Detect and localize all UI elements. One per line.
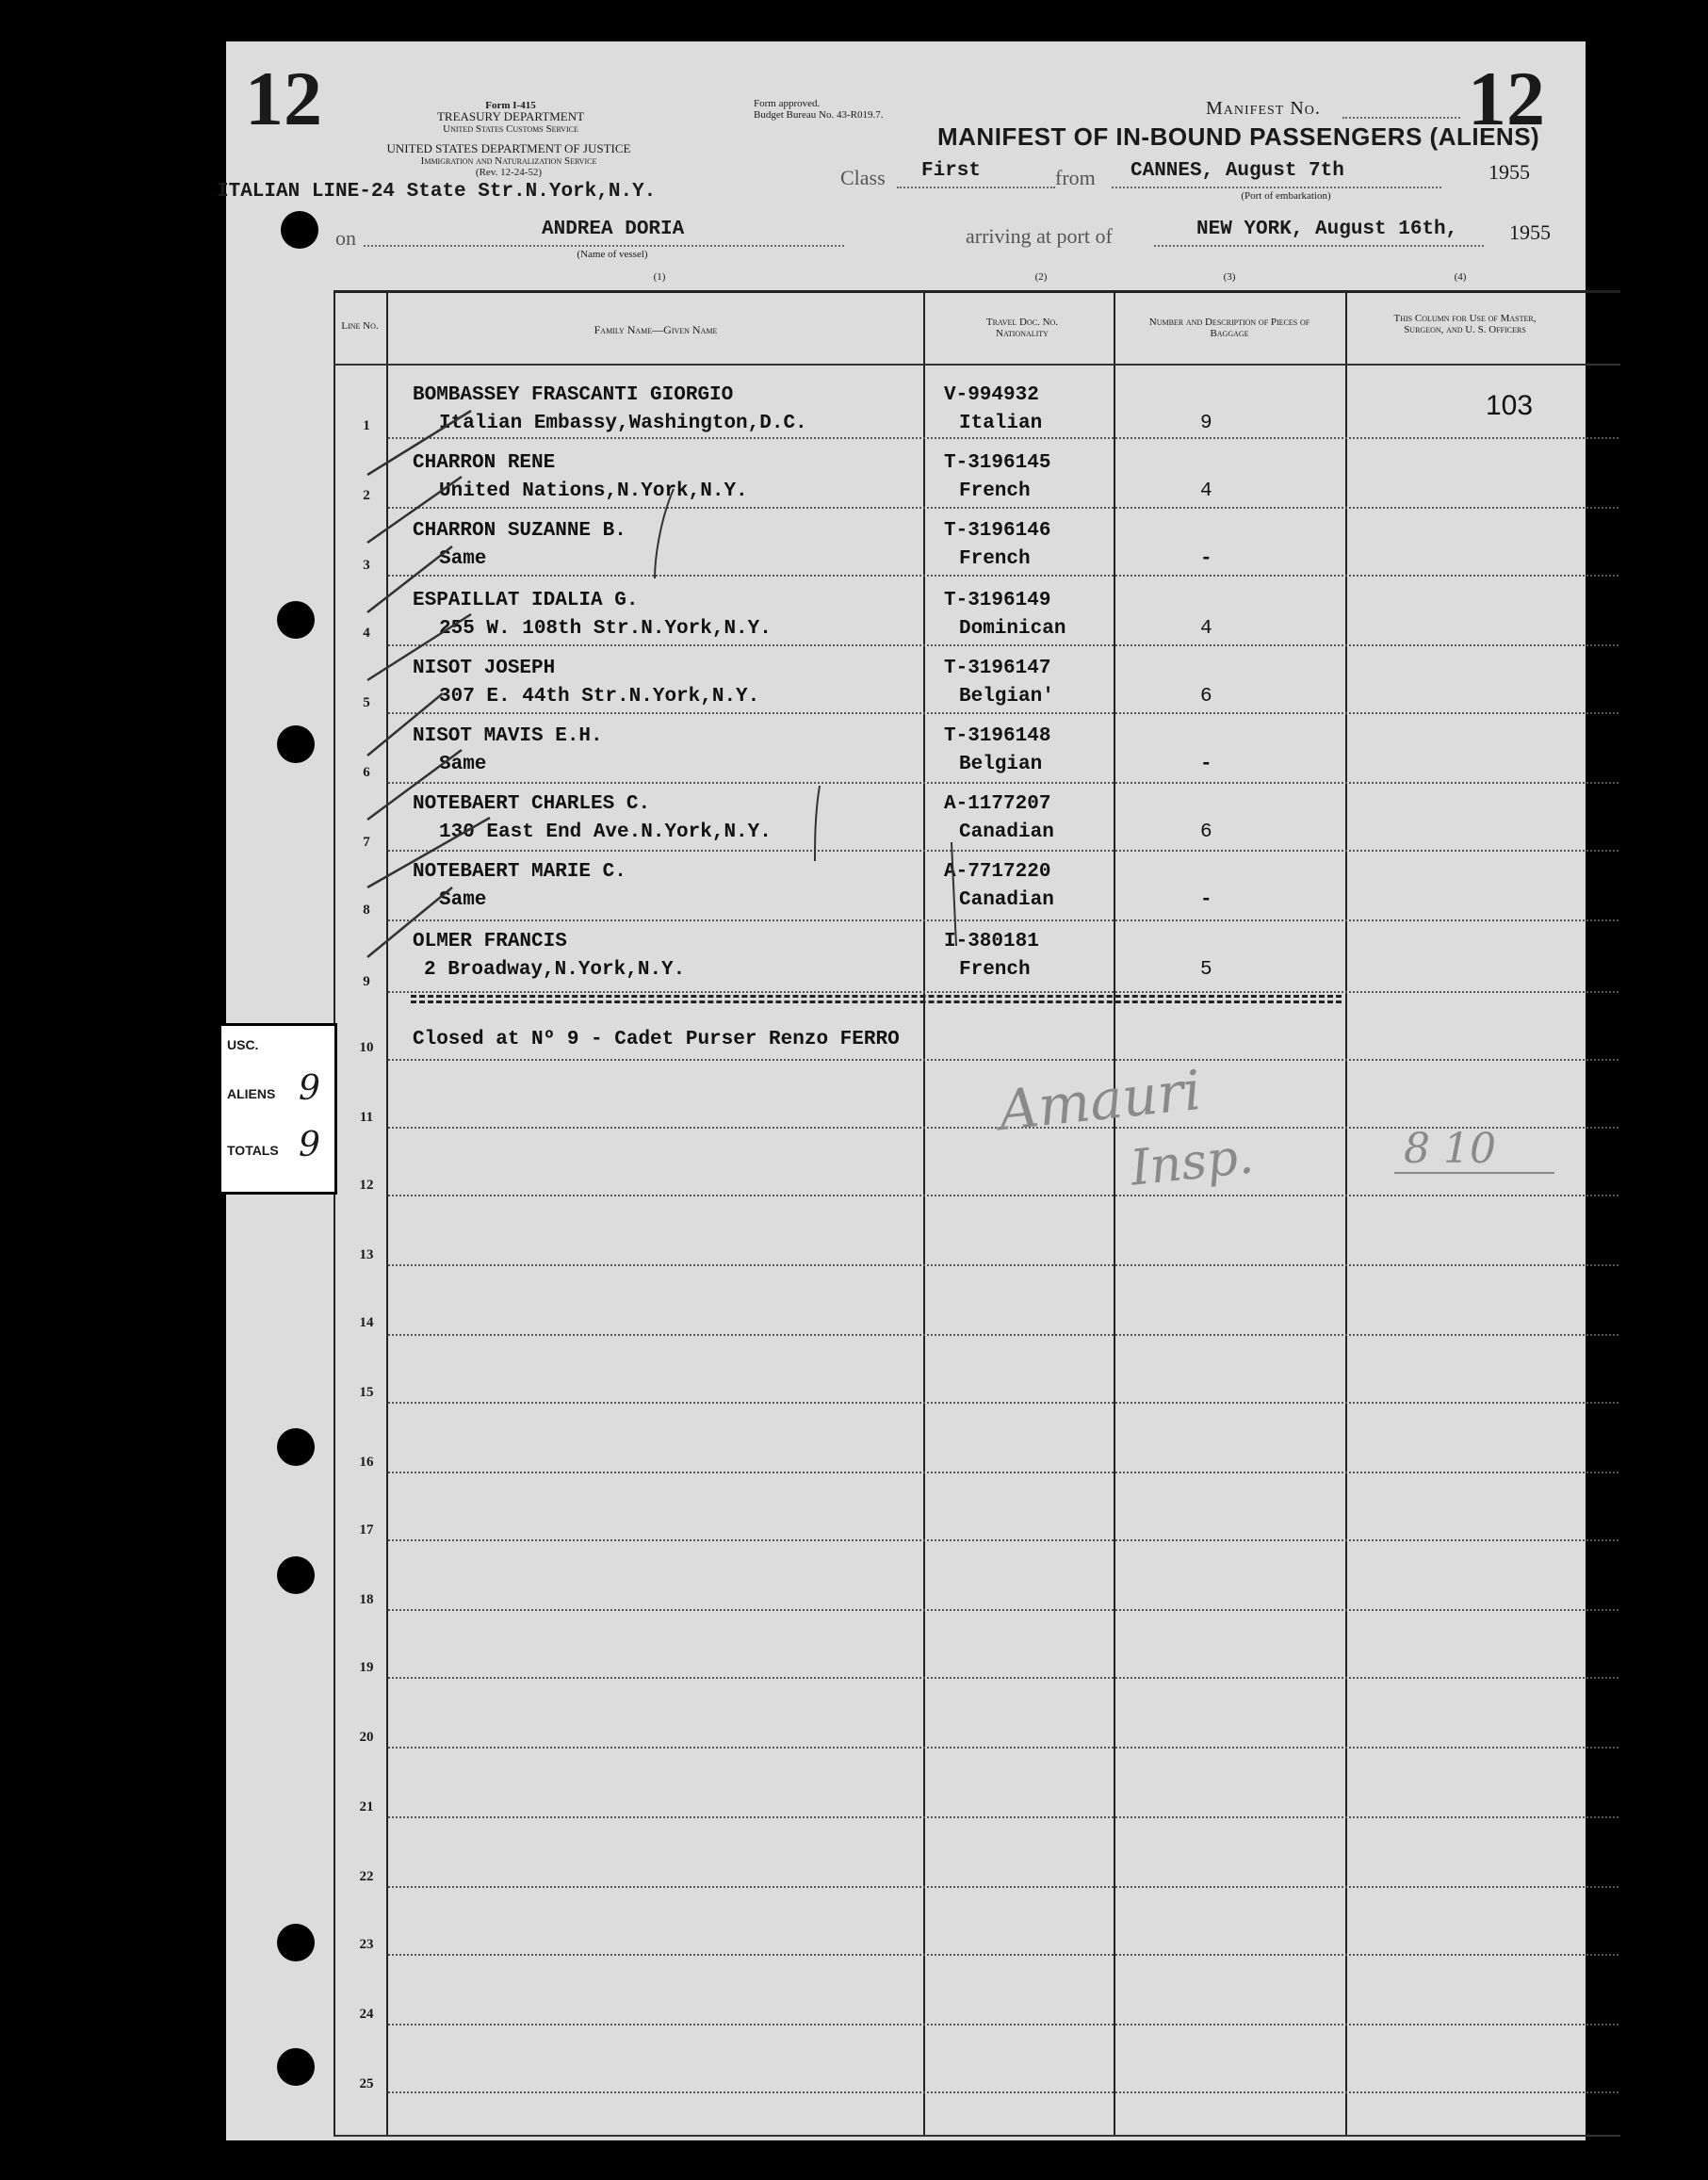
manifest-title: MANIFEST OF IN-BOUND PASSENGERS (ALIENS): [937, 122, 1540, 151]
row-line: [388, 2024, 1619, 2025]
line-number: 6: [363, 765, 370, 780]
passenger-name: BOMBASSEY FRASCANTI GIORGIO: [413, 384, 734, 406]
passenger-address: 255 W. 108th Str.N.York,N.Y.: [439, 618, 772, 640]
line-number: 21: [359, 1799, 374, 1814]
passenger-name: OLMER FRANCIS: [413, 931, 567, 952]
travel-doc-number: I-380181: [944, 931, 1039, 952]
travel-doc-number: T-3196148: [944, 725, 1051, 747]
col-header-line-no: Line No.: [341, 320, 379, 332]
year-embarkation: 1955: [1488, 160, 1530, 184]
treasury-department: TREASURY DEPARTMENT: [436, 109, 585, 123]
class-label: Class: [840, 166, 886, 189]
ins-service: Immigration and Naturalization Service: [420, 155, 597, 167]
travel-doc-number: A-7717220: [944, 861, 1051, 883]
inspector-title: Insp.: [1128, 1128, 1257, 1197]
passenger-address: Same: [439, 548, 487, 570]
passenger-address: Same: [439, 754, 487, 775]
tally-usc-label: USC.: [227, 1037, 259, 1052]
on-label: on: [335, 226, 356, 250]
line-number: 3: [363, 558, 370, 573]
vessel-caption: (Name of vessel): [577, 249, 648, 260]
punch-hole: [277, 601, 315, 639]
port-embarkation-caption: (Port of embarkation): [1241, 190, 1331, 202]
line-number: 15: [359, 1385, 374, 1400]
col-num-2: (2): [1034, 271, 1048, 283]
line-number: 5: [363, 695, 370, 710]
closing-note: Closed at Nº 9 - Cadet Purser Renzo FERRO: [413, 1029, 900, 1050]
tally-totals-label: TOTALS: [227, 1143, 279, 1158]
from-label: from: [1055, 166, 1096, 189]
table-top-border: [333, 290, 1620, 293]
line-number: 9: [363, 974, 370, 989]
vessel-line: [364, 245, 844, 247]
travel-doc-number: T-3196149: [944, 590, 1051, 611]
punch-hole: [277, 725, 315, 763]
tally-totals-value: 9: [299, 1126, 320, 1164]
travel-doc-number: T-3196146: [944, 520, 1051, 542]
line-number: 10: [359, 1040, 374, 1055]
line-number: 16: [359, 1455, 374, 1470]
inspector-signature: Amauri: [996, 1057, 1205, 1144]
tally-aliens-value: 9: [299, 1069, 320, 1108]
line-number: 17: [359, 1522, 374, 1537]
line-number: 4: [363, 626, 370, 641]
travel-doc-number: T-3196147: [944, 658, 1051, 679]
line-number: 23: [359, 1937, 374, 1952]
arrival-line: [1154, 245, 1484, 247]
nationality: French: [959, 480, 1031, 502]
tally-stamp: [219, 1023, 337, 1195]
row-line: [388, 1677, 1619, 1679]
customs-service: United States Customs Service: [443, 123, 578, 135]
table-bottom-border: [333, 2135, 1620, 2137]
sheet-number-left: 12: [245, 56, 322, 141]
passenger-address: United Nations,N.York,N.Y.: [439, 480, 748, 502]
manifest-no-line: [1342, 117, 1460, 119]
punch-hole: [281, 211, 318, 249]
baggage-count: 5: [1200, 959, 1212, 981]
line-number: 19: [359, 1660, 374, 1675]
col-num-4: (4): [1454, 271, 1467, 283]
row-line: [388, 1402, 1619, 1404]
baggage-count: 9: [1200, 413, 1212, 434]
line-number: 7: [363, 835, 370, 850]
row-line: [388, 1954, 1619, 1956]
class-value: First: [921, 160, 982, 182]
baggage-count: 4: [1200, 480, 1212, 502]
row-line: [388, 1816, 1619, 1818]
from-line: [1112, 187, 1441, 188]
row-line: [388, 1195, 1619, 1196]
nationality: French: [959, 548, 1031, 570]
passenger-address: Same: [439, 889, 487, 911]
officer-note: 103: [1486, 390, 1534, 421]
col-header-name: Family Name—Given Name: [594, 323, 718, 336]
passenger-name: NOTEBAERT CHARLES C.: [413, 793, 651, 815]
header-row-border: [333, 364, 1620, 366]
justice-department: UNITED STATES DEPARTMENT OF JUSTICE: [386, 141, 631, 155]
nationality: Canadian: [959, 822, 1054, 843]
handwritten-checkmarks: [349, 399, 1008, 993]
col-header-travel-doc: Travel Doc. No. Nationality: [985, 317, 1059, 339]
nationality: Dominican: [959, 618, 1066, 640]
baggage-count: -: [1200, 889, 1212, 911]
baggage-count: -: [1200, 754, 1212, 775]
passenger-address: 2 Broadway,N.York,N.Y.: [424, 959, 686, 981]
manifest-no-label: Manifest No.: [1206, 98, 1321, 119]
baggage-count: -: [1200, 548, 1212, 570]
passenger-name: NOTEBAERT MARIE C.: [413, 861, 626, 883]
punch-hole: [277, 1428, 315, 1466]
line-number: 13: [359, 1247, 374, 1262]
passenger-address: Italian Embassy,Washington,D.C.: [439, 413, 807, 434]
row-line: [388, 1886, 1619, 1888]
passenger-address: 130 East End Ave.N.York,N.Y.: [439, 822, 772, 843]
vessel-name: ANDREA DORIA: [542, 219, 685, 240]
line-number: 20: [359, 1730, 374, 1745]
inspection-time: 8 10: [1404, 1125, 1496, 1173]
baggage-count: 6: [1200, 686, 1212, 708]
line-number: 12: [359, 1178, 374, 1193]
row-line: [388, 1539, 1619, 1541]
closing-rule: [411, 995, 1342, 1003]
row-line: [388, 2091, 1619, 2093]
line-number: 2: [363, 488, 370, 503]
line-number: 25: [359, 2076, 374, 2091]
row-line: [388, 1472, 1619, 1473]
line-number: 22: [359, 1869, 374, 1884]
line-number: 18: [359, 1592, 374, 1607]
punch-hole: [277, 2048, 315, 2086]
col-num-3: (3): [1223, 271, 1236, 283]
col-header-baggage: Number and Description of Pieces of Baggage: [1148, 317, 1310, 339]
manifest-sheet: [217, 41, 1586, 2140]
time-underline: [1394, 1172, 1554, 1174]
col-num-1: (1): [653, 271, 666, 283]
passenger-name: CHARRON SUZANNE B.: [413, 520, 626, 542]
baggage-divider: [1345, 290, 1347, 2137]
budget-bureau: Budget Bureau No. 43-R019.7.: [754, 109, 884, 121]
row-line: [388, 1609, 1619, 1611]
sheet-number-right: 12: [1468, 56, 1545, 141]
nationality: Canadian: [959, 889, 1054, 911]
punch-hole: [277, 1556, 315, 1594]
row-line: [388, 1264, 1619, 1266]
form-approved: Form approved.: [754, 98, 821, 109]
passenger-name: CHARRON RENE: [413, 452, 556, 474]
passenger-name: NISOT JOSEPH: [413, 658, 556, 679]
passenger-name: NISOT MAVIS E.H.: [413, 725, 603, 747]
arriving-label: arriving at port of: [966, 224, 1113, 248]
nationality: Belgian: [959, 754, 1043, 775]
line-number: 1: [363, 418, 370, 433]
table-left-border: [333, 290, 335, 2137]
passenger-name: ESPAILLAT IDALIA G.: [413, 590, 639, 611]
travel-doc-number: A-1177207: [944, 793, 1051, 815]
col-header-officers: This Column for Use of Master, Surgeon, and U. S. Officers: [1393, 313, 1537, 335]
punch-hole: [277, 1924, 315, 1961]
class-line: [897, 187, 1055, 188]
row-line: [388, 1747, 1619, 1749]
travel-doc-number: T-3196145: [944, 452, 1051, 474]
nationality: Italian: [959, 413, 1043, 434]
baggage-count: 4: [1200, 618, 1212, 640]
from-value: CANNES, August 7th: [1131, 160, 1344, 182]
doc-divider: [1114, 290, 1115, 2137]
line-number: 24: [359, 2007, 374, 2022]
line-number: 11: [359, 1110, 374, 1125]
year-arrival: 1955: [1509, 220, 1551, 244]
form-revision: (Rev. 12-24-52): [475, 167, 543, 178]
arrival-value: NEW YORK, August 16th,: [1196, 219, 1458, 240]
form-number: Form I-415: [485, 100, 536, 111]
row-line: [388, 1059, 1619, 1061]
baggage-count: 6: [1200, 822, 1212, 843]
line-company: ITALIAN LINE-24 State Str.N.York,N.Y.: [217, 181, 657, 203]
passenger-address: 307 E. 44th Str.N.York,N.Y.: [439, 686, 760, 708]
line-number: 14: [359, 1315, 374, 1330]
tally-aliens-label: ALIENS: [227, 1086, 276, 1101]
travel-doc-number: V-994932: [944, 384, 1039, 406]
nationality: Belgian': [959, 686, 1054, 708]
nationality: French: [959, 959, 1031, 981]
line-number: 8: [363, 903, 370, 918]
row-line: [388, 1334, 1619, 1336]
